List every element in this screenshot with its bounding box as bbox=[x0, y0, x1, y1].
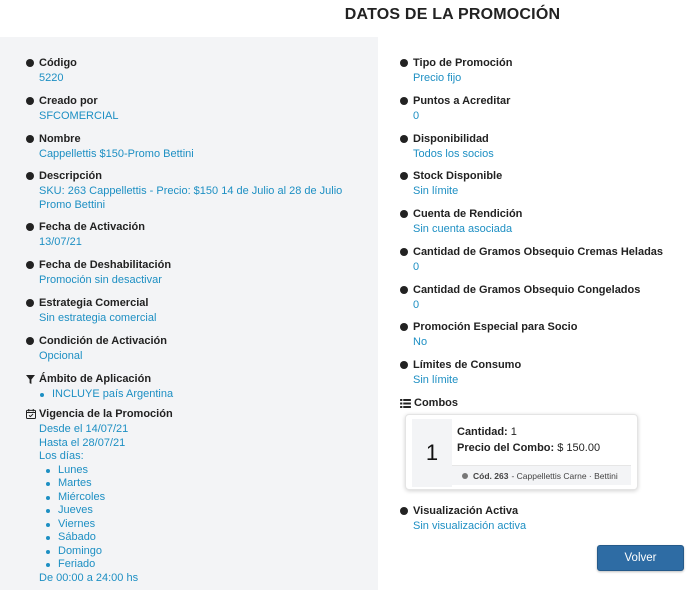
field-puntos bbox=[400, 94, 510, 124]
field-label: Creado por bbox=[39, 95, 98, 107]
field-codigo bbox=[26, 56, 77, 86]
field-stock bbox=[400, 169, 502, 199]
combo-info bbox=[457, 424, 600, 456]
field-ambito bbox=[26, 372, 173, 402]
list-item: Martes bbox=[58, 477, 173, 491]
combo-number: 1 bbox=[412, 419, 452, 487]
field-value: Cappellettis $150-Promo Bettini bbox=[39, 148, 194, 160]
field-especial bbox=[400, 320, 577, 350]
combo-precio-value: $ 150.00 bbox=[557, 442, 601, 454]
list-item: Lunes bbox=[58, 464, 173, 478]
field-cuenta bbox=[400, 207, 522, 237]
list-item: Viernes bbox=[58, 518, 173, 532]
field-label: Puntos a Acreditar bbox=[413, 95, 511, 107]
field-label: Código bbox=[39, 57, 77, 69]
combo-item-description: - Cappellettis Carne · Bettini bbox=[511, 470, 618, 481]
bullet-icon bbox=[400, 507, 408, 515]
bullet-icon bbox=[400, 59, 408, 67]
field-visualizacion bbox=[400, 504, 526, 534]
filter-icon bbox=[26, 375, 35, 384]
list-item: Jueves bbox=[58, 504, 173, 518]
field-label: Disponibilidad bbox=[413, 133, 489, 145]
field-label: Descripción bbox=[39, 170, 102, 182]
bullet-icon bbox=[26, 172, 34, 180]
bullet-icon bbox=[26, 59, 34, 67]
bullet-icon bbox=[462, 473, 468, 479]
bullet-icon bbox=[26, 97, 34, 105]
field-label: Fecha de Activación bbox=[39, 221, 145, 233]
field-value: Sin visualización activa bbox=[413, 520, 527, 532]
bullet-icon bbox=[400, 286, 408, 294]
field-descripcion bbox=[26, 169, 342, 212]
field-value: Opcional bbox=[39, 350, 83, 362]
field-value: 13/07/21 bbox=[39, 236, 82, 248]
field-value: Precio fijo bbox=[413, 72, 462, 84]
field-value: 0 bbox=[413, 110, 420, 122]
combo-item-row bbox=[452, 465, 631, 485]
bullet-icon bbox=[26, 337, 34, 345]
bullet-icon bbox=[26, 261, 34, 269]
field-estrategia bbox=[26, 296, 156, 326]
field-condicion bbox=[26, 334, 167, 364]
list-item: Sábado bbox=[58, 531, 173, 545]
field-value: Sin límite bbox=[413, 185, 459, 197]
bullet-icon bbox=[400, 361, 408, 369]
field-fecha-activacion bbox=[26, 220, 145, 250]
bullet-icon bbox=[400, 323, 408, 331]
field-tipo-promocion bbox=[400, 56, 512, 86]
field-fecha-deshabilitacion bbox=[26, 258, 171, 288]
combo-precio-label: Precio del Combo: bbox=[457, 442, 555, 454]
field-label: Nombre bbox=[39, 133, 81, 145]
list-item: INCLUYE país Argentina bbox=[52, 388, 174, 400]
bullet-icon bbox=[26, 223, 34, 231]
field-gramos-congelados bbox=[400, 283, 640, 313]
field-label: Cantidad de Gramos Obsequio Congelados bbox=[413, 284, 641, 296]
vigencia-horario: De 00:00 a 24:00 hs bbox=[39, 571, 139, 584]
combo-card bbox=[405, 414, 638, 490]
page-title: DATOS DE LA PROMOCIÓN bbox=[344, 6, 561, 23]
vigencia-hasta: Hasta el 28/07/21 bbox=[39, 436, 126, 449]
field-nombre bbox=[26, 132, 194, 162]
list-item: Domingo bbox=[58, 545, 173, 559]
field-creado-por bbox=[26, 94, 118, 124]
list-item: Miércoles bbox=[58, 491, 173, 505]
field-vigencia bbox=[26, 407, 173, 585]
field-value-line1: SKU: 263 Cappellettis - Precio: $150 14 de Julio al 28 de Julio bbox=[39, 185, 343, 197]
field-label: Límites de Consumo bbox=[413, 359, 522, 371]
field-label: Stock Disponible bbox=[413, 170, 503, 182]
bullet-icon bbox=[400, 135, 408, 143]
field-value: 0 bbox=[413, 261, 420, 273]
field-label: Cantidad de Gramos Obsequio Cremas Heladas bbox=[413, 246, 664, 258]
field-label: Cuenta de Rendición bbox=[413, 208, 523, 220]
field-label: Estrategia Comercial bbox=[39, 297, 149, 309]
field-label: Vigencia de la Promoción bbox=[39, 408, 173, 420]
field-combos bbox=[400, 396, 458, 410]
field-label: Combos bbox=[414, 397, 458, 409]
field-value-line2: Promo Bettini bbox=[39, 198, 106, 211]
bullet-icon bbox=[400, 97, 408, 105]
field-value: Sin estrategia comercial bbox=[39, 312, 157, 324]
bullet-icon bbox=[400, 172, 408, 180]
vigencia-dias-label: Los días: bbox=[39, 450, 84, 462]
field-value: SFCOMERCIAL bbox=[39, 110, 119, 122]
vigencia-desde: Desde el 14/07/21 bbox=[39, 423, 129, 435]
field-label: Tipo de Promoción bbox=[413, 57, 513, 69]
dias-list bbox=[58, 464, 173, 572]
ambito-list bbox=[52, 388, 173, 402]
list-item: Feriado bbox=[58, 558, 173, 572]
bullet-icon bbox=[400, 210, 408, 218]
field-label: Visualización Activa bbox=[413, 505, 519, 517]
field-value: 0 bbox=[413, 299, 420, 311]
field-label: Ámbito de Aplicación bbox=[39, 373, 152, 385]
bullet-icon bbox=[400, 248, 408, 256]
field-label: Promoción Especial para Socio bbox=[413, 321, 578, 333]
calendar-check-icon bbox=[26, 409, 36, 419]
field-value: Todos los socios bbox=[413, 148, 494, 160]
volver-button[interactable]: Volver bbox=[597, 545, 684, 571]
bullet-icon bbox=[26, 135, 34, 143]
field-disponibilidad bbox=[400, 132, 494, 162]
field-gramos-cremas bbox=[400, 245, 663, 275]
field-value: Sin límite bbox=[413, 374, 459, 386]
field-value: Promoción sin desactivar bbox=[39, 274, 162, 286]
field-limites bbox=[400, 358, 521, 388]
bullet-icon bbox=[26, 299, 34, 307]
field-value: No bbox=[413, 336, 428, 348]
field-label: Fecha de Deshabilitación bbox=[39, 259, 172, 271]
list-icon bbox=[400, 399, 411, 408]
combo-cantidad-label: Cantidad: bbox=[457, 426, 508, 438]
field-value: Sin cuenta asociada bbox=[413, 223, 513, 235]
combo-item-code: Cód. 263 bbox=[473, 470, 509, 481]
combo-cantidad-value: 1 bbox=[510, 426, 517, 438]
field-label: Condición de Activación bbox=[39, 335, 167, 347]
field-value: 5220 bbox=[39, 72, 64, 84]
